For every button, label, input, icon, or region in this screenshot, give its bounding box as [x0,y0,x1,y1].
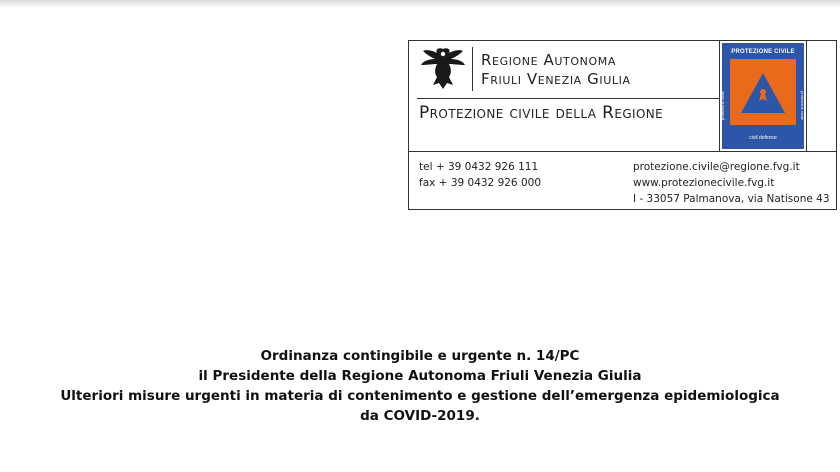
top-band [0,0,840,8]
logo-side-right: protezione civile [799,91,805,120]
ordinance-title: Ordinanza contingibile e urgente n. 14/PC [260,348,580,364]
civil-protection-logo [719,43,805,149]
logo-title: PROTEZIONE CIVILE [731,49,795,55]
eagle-emblem-icon [417,45,469,93]
email-address: protezione.civile@regione.fvg.it [633,161,800,173]
emblem-separator [472,47,473,91]
region-line1: Regione Autonoma [481,51,616,69]
letterhead [408,40,837,210]
fax-number: fax + 39 0432 926 000 [419,177,541,189]
logo-side-left: protezione civile [719,91,725,120]
ordinance-subject-cont: da COVID-2019. [360,408,480,424]
contacts-web [633,159,830,207]
region-name [481,51,631,89]
logo-right-border [806,41,807,151]
letterhead-identity [409,41,720,151]
postal-address: I - 33057 Palmanova, via Natisone 43 [633,193,830,205]
identity-divider [417,98,720,99]
ordinance-subject: Ulteriori misure urgenti in materia di contenimento e gestione dell’emergenza epidemiologica [60,388,780,404]
contacts-phone [419,159,541,191]
logo-square [719,59,805,125]
ordinance-issuer: il Presidente della Regione Autonoma Friuli Venezia Giulia [198,368,642,384]
contacts-divider [409,151,836,152]
region-line2: Friuli Venezia Giulia [481,70,631,88]
triangle-icon [730,59,796,125]
ordinance-heading [0,346,840,426]
department-name: Protezione civile della Regione [419,103,664,123]
logo-bottom: civil defence [749,135,777,141]
tel-number: tel + 39 0432 926 111 [419,161,539,173]
website-address: www.protezionecivile.fvg.it [633,177,775,189]
